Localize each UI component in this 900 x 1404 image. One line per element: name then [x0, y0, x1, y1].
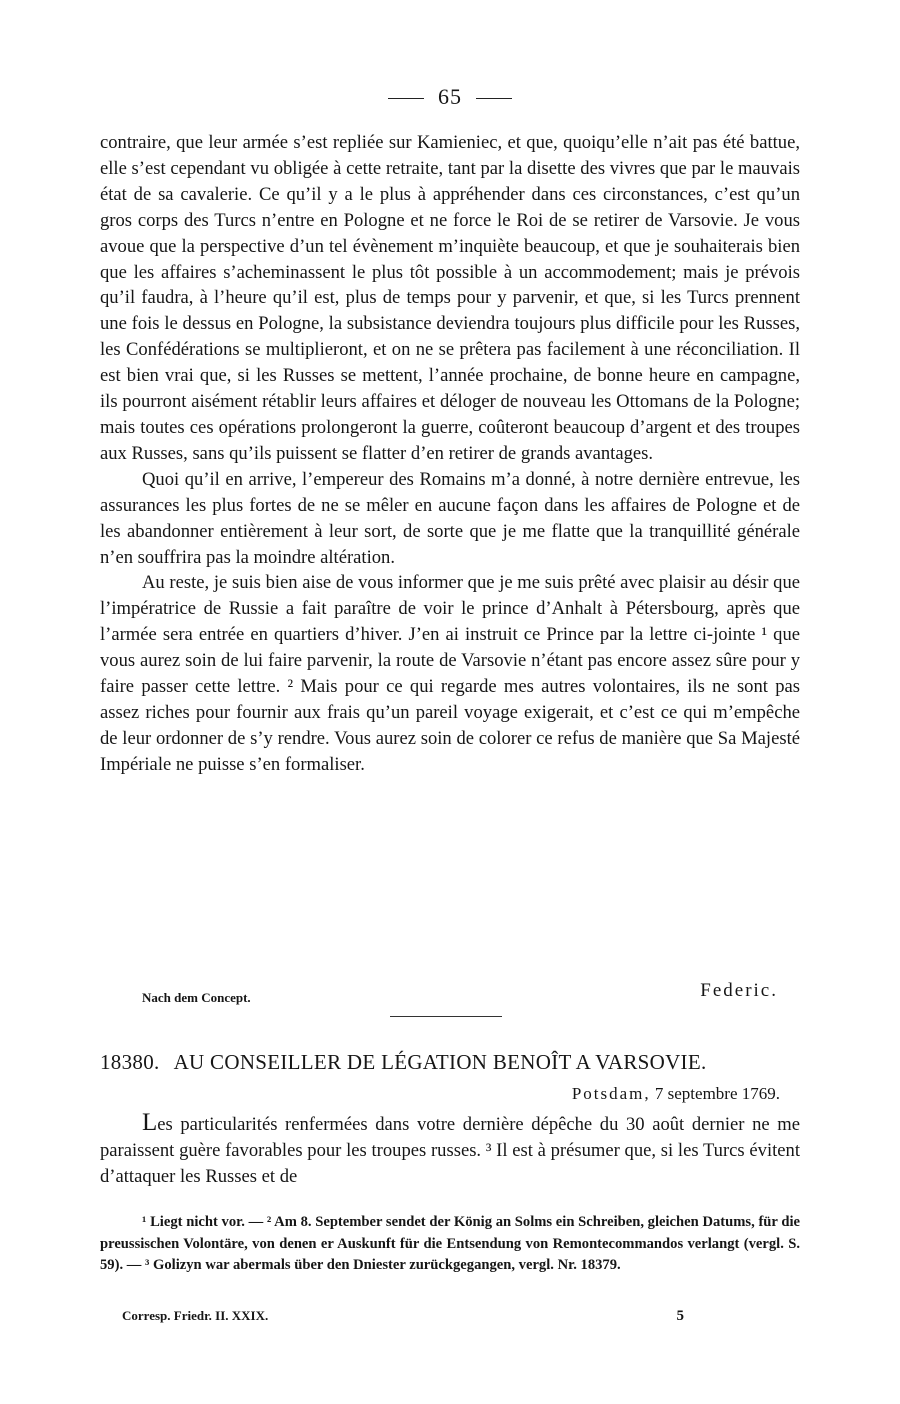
- dateline-date: 7 septembre 1769.: [654, 1084, 780, 1103]
- footnote-block: ¹ Liegt nicht vor. — ² Am 8. September sendet der König an Solms ein Schreiben, gleichen Datums, für die preussischen Volontäre, von denen er Auskunft für die Entsendung von Remontecommandos verlangt (vergl. S. 59). — ³ Golizyn war abermals über den Dniester zurückgegangen, vergl. Nr. 18379.: [100, 1214, 800, 1274]
- header-dash-right: [476, 98, 512, 99]
- letter-body-continued: [100, 130, 800, 778]
- signature: Federic.: [700, 980, 778, 1001]
- dateline: [572, 1084, 780, 1104]
- page-footer: [122, 1308, 684, 1328]
- letter-heading: [100, 1050, 800, 1075]
- body-paragraph-3: Au reste, je suis bien aise de vous informer que je me suis prêté avec plaisir au désir que l’impératrice de Russie a fait paraître de voir le prince d’Anhalt à Pétersbourg, après que l’armée sera entrée en quartiers d’hiver. J’en ai instruit ce Prince par la lettre ci-jointe ¹ que vous aurez soin de lui faire parvenir, la route de Varsovie n’étant pas encore assez sûre pour y faire passer cette lettre. ² Mais pour ce qui regarde mes autres volontaires, ils ne sont pas assez riches pour fournir aux frais qu’un pareil voyage exigerait, et c’est ce qui m’empêche de leur ordonner de s’y rendre. Vous aurez soin de colorer ce refus de manière que Sa Majesté Impériale ne puisse s’en formaliser.: [100, 572, 800, 775]
- new-letter-paragraph: [100, 1110, 800, 1190]
- letter-title: AU CONSEILLER DE LÉGATION BENOÎT A VARSOVIE.: [173, 1050, 707, 1074]
- dropcap: L: [142, 1109, 158, 1136]
- dateline-place: Potsdam,: [571, 1084, 651, 1103]
- new-letter-body: [100, 1110, 800, 1190]
- footnotes: [100, 1212, 800, 1277]
- footer-source: Corresp. Friedr. II. XXIX.: [122, 1308, 269, 1323]
- header-dash-left: [388, 98, 424, 99]
- new-letter-text: es particularités renfermées dans votre dernière dépêche du 30 août dernier ne me paraissent guère favorables pour les troupes russes. ³ Il est à présumer que, si les Turcs évitent d’attaquer les Russes et de: [100, 1114, 800, 1187]
- letter-number: 18380.: [100, 1050, 160, 1074]
- page-header: [0, 84, 900, 110]
- signature-mark: 5: [676, 1308, 684, 1324]
- closing-row: [100, 980, 778, 1010]
- source-note: Nach dem Concept.: [142, 990, 251, 1005]
- body-paragraph-1: contraire, que leur armée s’est repliée sur Kamieniec, et que, quoiqu’elle n’ait pas été battue, elle s’est cependant vu obligée à cette retraite, tant par la disette des vivres que par le mauvais état de sa cavalerie. Ce qu’il y a le plus à appréhender dans ces circonstances, c’est qu’un gros corps des Turcs n’entre en Pologne et ne force le Roi de se retirer de Varsovie. Je vous avoue que la perspective d’un tel évènement m’inquiète beaucoup, et que je souhaiterais bien que les affaires s’acheminassent le plus tôt possible à un accommodement; mais je prévois qu’il faudra, à l’heure qu’il est, plus de temps pour y parvenir, et que, si les Turcs prennent une fois le dessus en Pologne, la subsistance deviendra toujours plus difficile pour les Russes, les Confédérations se multiplieront, et on ne se prêtera pas facilement à une réconciliation. Il est bien vrai que, si les Russes se mettent, l’année prochaine, de bonne heure en campagne, ils pourront aisément rétablir leurs affaires et déloger de nouveau les Ottomans de la Pologne; mais toutes ces opérations prolongeront la guerre, coûteront beaucoup d’argent et des troupes aux Russes, sans qu’ils puissent se flatter d’en retirer de grands avantages.: [100, 132, 800, 464]
- section-divider: [390, 1016, 502, 1017]
- page-number: 65: [438, 84, 462, 109]
- body-paragraph-2: Quoi qu’il en arrive, l’empereur des Romains m’a donné, à notre dernière entrevue, les assurances les plus fortes de ne se mêler en aucune façon dans les affaires de Pologne et de les abandonner entièrement à leur sort, de sorte que je me flatte que la tranquillité générale n’en souffrira pas la moindre altération.: [100, 468, 800, 568]
